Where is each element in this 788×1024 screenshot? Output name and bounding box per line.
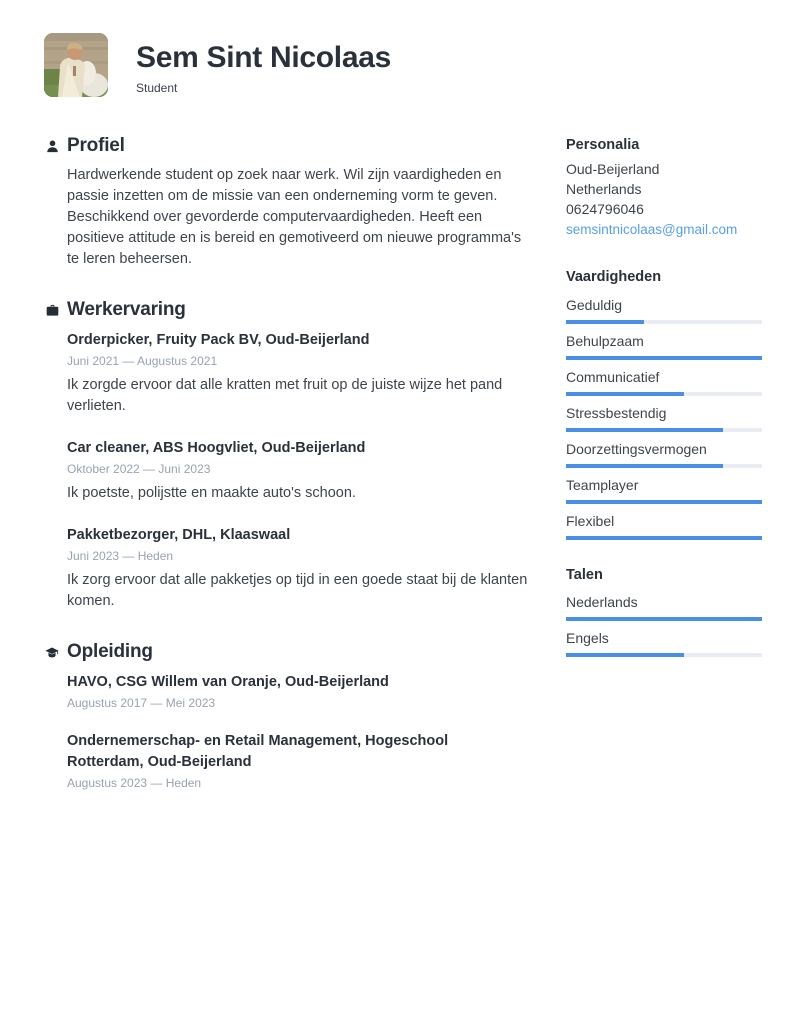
language-bar-track — [566, 617, 762, 621]
personal-details-heading: Personalia — [566, 137, 640, 153]
education-section-header — [44, 641, 530, 663]
skill-bar-track — [566, 464, 762, 468]
skill-bar-fill — [566, 536, 762, 540]
languages-block — [566, 565, 762, 657]
skill-bar-fill — [566, 356, 762, 360]
job-period: Juni 2021 — Augustus 2021 — [67, 354, 218, 368]
language-label: Nederlands — [566, 594, 638, 610]
education-entry — [67, 731, 530, 790]
main-column — [44, 135, 530, 790]
skill-label: Stressbestendig — [566, 405, 667, 421]
skill-label: Doorzettingsvermogen — [566, 441, 707, 457]
candidate-title: Student — [136, 81, 178, 95]
skill-bar-fill — [566, 500, 762, 504]
education-section-title: Opleiding — [67, 641, 153, 662]
profile-summary: Hardwerkende student op zoek naar werk. Wil zijn vaardigheden en passie inzetten om de missie van een onderneming vorm te geven. Beschikkend over gevorderde computervaardigheden. Heeft een positieve attitude en is bereid en gemotiveerd om nieuwe programma's te leren beheersen. — [67, 167, 522, 267]
employment-section-body — [44, 330, 530, 612]
employment-section-header — [44, 299, 530, 321]
skill-item — [566, 403, 762, 432]
skill-bar-fill — [566, 320, 644, 324]
profile-photo-illustration — [44, 33, 108, 97]
job-description: Ik poetste, polijstte en maakte auto's schoon. — [67, 485, 356, 501]
personal-details-block — [566, 135, 762, 240]
languages-list — [566, 592, 762, 657]
skill-item — [566, 331, 762, 360]
skill-label: Teamplayer — [566, 477, 639, 493]
skills-list — [566, 295, 762, 540]
graduation-cap-icon — [44, 644, 60, 660]
skill-bar-track — [566, 536, 762, 540]
education-period: Augustus 2017 — Mei 2023 — [67, 696, 216, 710]
skill-bar-track — [566, 500, 762, 504]
section-profile — [44, 135, 530, 270]
job-entry — [67, 525, 530, 612]
language-bar-track — [566, 653, 762, 657]
skills-heading: Vaardigheden — [566, 269, 662, 285]
skill-bar-fill — [566, 428, 723, 432]
candidate-name: Sem Sint Nicolaas — [136, 41, 391, 74]
skill-item — [566, 475, 762, 504]
education-entry — [67, 672, 530, 710]
language-bar-fill — [566, 617, 762, 621]
skill-label: Flexibel — [566, 513, 615, 529]
skill-item — [566, 367, 762, 396]
skill-label: Geduldig — [566, 297, 623, 313]
profile-section-header — [44, 135, 530, 157]
job-entry — [67, 438, 530, 504]
personal-country: Netherlands — [566, 181, 642, 197]
skill-bar-fill — [566, 392, 684, 396]
personal-phone: 0624796046 — [566, 201, 644, 217]
education-section-body — [44, 672, 530, 790]
education-period: Augustus 2023 — Heden — [67, 776, 202, 790]
briefcase-icon — [44, 302, 60, 318]
job-title: Orderpicker, Fruity Pack BV, Oud-Beijerland — [67, 332, 370, 348]
employment-section-title: Werkervaring — [67, 299, 186, 320]
education-title: HAVO, CSG Willem van Oranje, Oud-Beijerland — [67, 674, 389, 690]
skill-item — [566, 511, 762, 540]
profile-section-body — [44, 165, 530, 270]
side-column — [566, 135, 762, 790]
person-icon — [44, 138, 60, 154]
profile-section-title: Profiel — [67, 135, 125, 156]
header-text — [136, 33, 391, 95]
profile-photo — [44, 33, 108, 97]
skill-bar-track — [566, 392, 762, 396]
job-title: Pakketbezorger, DHL, Klaaswaal — [67, 527, 291, 543]
language-item — [566, 592, 762, 621]
skill-label: Behulpzaam — [566, 333, 644, 349]
skill-item — [566, 439, 762, 468]
skill-label: Communicatief — [566, 369, 660, 385]
personal-city: Oud-Beijerland — [566, 161, 660, 177]
education-title: Ondernemerschap- en Retail Management, Hogeschool Rotterdam, Oud-Beijerland — [67, 733, 449, 770]
skills-block — [566, 267, 762, 540]
job-period: Oktober 2022 — Juni 2023 — [67, 462, 211, 476]
resume-body — [0, 135, 788, 790]
skill-item — [566, 295, 762, 324]
job-description: Ik zorg ervoor dat alle pakketjes op tijd in een goede staat bij de klanten komen. — [67, 572, 528, 609]
section-employment — [44, 299, 530, 612]
email-link[interactable]: semsintnicolaas@gmail.com — [566, 222, 738, 237]
languages-heading: Talen — [566, 567, 603, 583]
skill-bar-track — [566, 428, 762, 432]
skill-bar-track — [566, 320, 762, 324]
job-title: Car cleaner, ABS Hoogvliet, Oud-Beijerland — [67, 440, 366, 456]
job-description: Ik zorgde ervoor dat alle kratten met fruit op de juiste wijze het pand verlieten. — [67, 377, 503, 414]
language-item — [566, 628, 762, 657]
resume-header — [0, 0, 788, 97]
job-entry — [67, 330, 530, 417]
language-bar-fill — [566, 653, 684, 657]
skill-bar-track — [566, 356, 762, 360]
section-education — [44, 641, 530, 790]
language-label: Engels — [566, 630, 609, 646]
job-period: Juni 2023 — Heden — [67, 549, 174, 563]
skill-bar-fill — [566, 464, 723, 468]
